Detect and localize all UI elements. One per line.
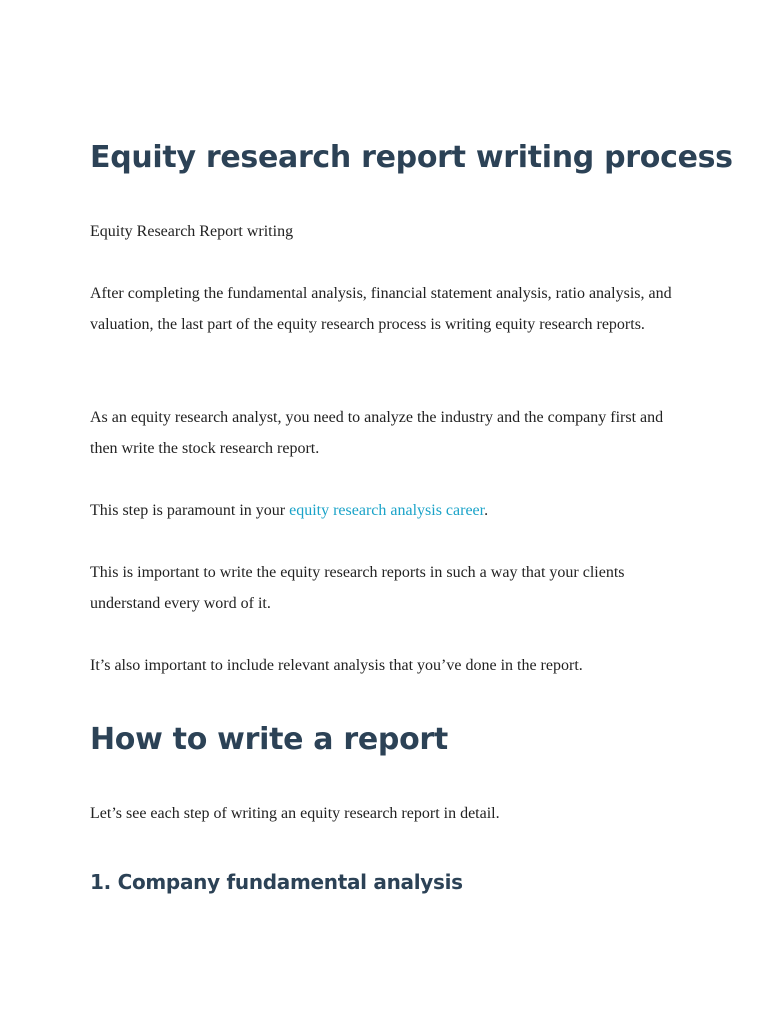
paragraph-important: This is important to write the equity research reports in such a way that your clients understand every word of it. [90, 564, 625, 612]
section-heading-how-to: How to write a report [90, 722, 448, 757]
paragraph-after-completing: After completing the fundamental analysis, financial statement analysis, ratio analysis, and valuation, the last part of the equity research process is writing equity research reports. [90, 285, 672, 333]
intro-label: Equity Research Report writing [90, 223, 294, 240]
paragraph-relevant: It’s also important to include relevant analysis that you’ve done in the report. [90, 657, 583, 674]
paragraph-step-prefix: This step is paramount in your [90, 502, 290, 519]
career-link[interactable]: equity research analysis career [289, 502, 485, 519]
paragraph-analyst: As an equity research analyst, you need to analyze the industry and the company first and then write the stock research report. [90, 409, 664, 457]
page-title: Equity research report writing process [90, 140, 733, 175]
paragraph-lets-see: Let’s see each step of writing an equity research report in detail. [90, 805, 500, 822]
paragraph-step-suffix: . [484, 502, 489, 519]
subsection-heading-fundamental: 1. Company fundamental analysis [90, 870, 463, 894]
paragraph-step [90, 495, 680, 526]
